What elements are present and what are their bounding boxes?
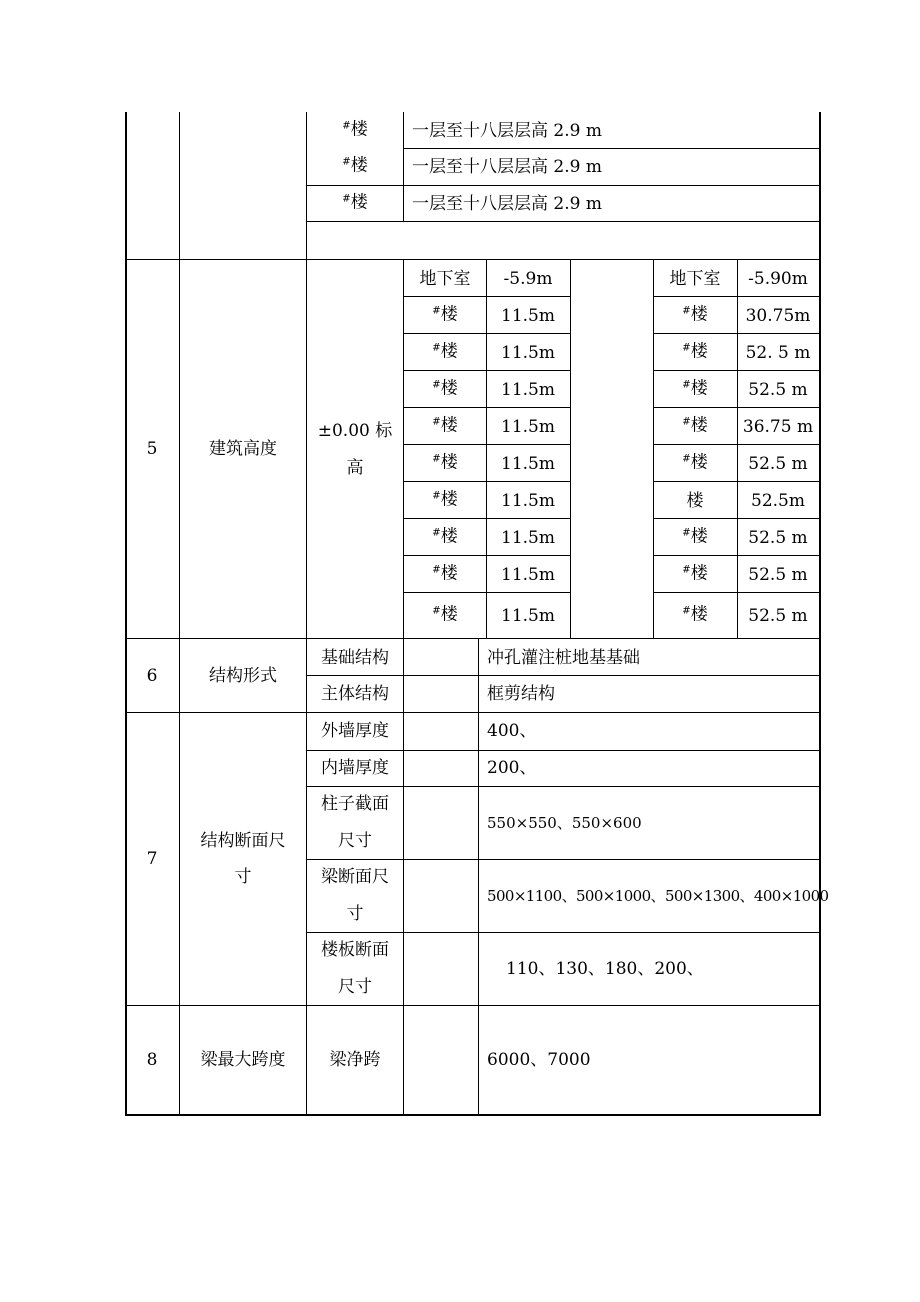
sup-mark: # xyxy=(432,342,441,353)
col-line xyxy=(486,259,487,638)
col-line xyxy=(403,259,404,638)
sub-item-label: 基础结构 xyxy=(321,648,389,668)
row-line xyxy=(306,675,820,676)
row-line xyxy=(306,185,820,186)
sup-mark: # xyxy=(682,342,691,353)
sub-item-value: 6000、7000 xyxy=(487,1050,591,1070)
sup-mark: # xyxy=(432,379,441,390)
sup-mark: # xyxy=(432,453,441,464)
sup-mark: # xyxy=(342,156,351,168)
height-value: 52.5m xyxy=(751,490,805,511)
building-label: #楼 xyxy=(342,155,368,176)
building-label: #楼 xyxy=(432,563,458,583)
height-value: 52.5 m xyxy=(748,379,808,400)
floor-height-text: 一层至十八层层高 2.9 m xyxy=(412,194,602,214)
row-line xyxy=(403,296,571,297)
height-value: 52.5 m xyxy=(748,606,808,626)
height-value: 11.5m xyxy=(501,527,555,548)
row-number: 6 xyxy=(146,666,158,686)
height-value: -5.9m xyxy=(503,268,553,289)
sup-mark: # xyxy=(682,416,691,427)
sup-mark: # xyxy=(682,605,691,617)
sub-item-label-line2: 尺寸 xyxy=(338,831,372,851)
row-number: 5 xyxy=(146,439,158,459)
floor-height-text: 一层至十八层层高 2.9 m xyxy=(412,157,602,177)
row-line xyxy=(306,859,820,860)
sub-item-value: 500×1100、500×1000、500×1300、400×1000 xyxy=(487,887,829,905)
sup-mark: # xyxy=(432,605,441,617)
row-line xyxy=(125,638,821,639)
building-label: 地下室 xyxy=(419,268,471,289)
height-value: 11.5m xyxy=(501,416,555,437)
row-line xyxy=(306,750,820,751)
height-value: 36.75 m xyxy=(742,416,814,437)
row-line xyxy=(653,370,820,371)
row-line xyxy=(403,370,571,371)
sup-mark: # xyxy=(682,305,691,316)
sub-item-label: 主体结构 xyxy=(321,684,389,704)
sub-item-label-line1: 楼板断面 xyxy=(321,940,389,960)
sup-mark: # xyxy=(682,379,691,390)
row-line xyxy=(403,592,571,593)
sup-mark: # xyxy=(682,564,691,575)
row-number: 7 xyxy=(146,849,158,869)
item-name-line1: 结构断面尺 xyxy=(200,831,286,851)
sup-mark: # xyxy=(682,527,691,538)
item-name: 建筑高度 xyxy=(209,439,277,459)
building-label: #楼 xyxy=(432,489,458,509)
building-label: #楼 xyxy=(432,341,458,361)
row-line xyxy=(306,786,820,787)
col-line xyxy=(306,112,307,1115)
height-value: -5.90m xyxy=(748,268,808,289)
row-line xyxy=(403,148,820,149)
row-line xyxy=(403,444,571,445)
height-value: 52. 5 m xyxy=(745,342,811,363)
col-line xyxy=(403,112,404,222)
height-value: 11.5m xyxy=(501,379,555,400)
sup-mark: # xyxy=(432,416,441,427)
row-line xyxy=(653,555,820,556)
col-line xyxy=(478,638,479,1115)
row-line xyxy=(653,444,820,445)
height-value: 11.5m xyxy=(501,342,555,363)
sup-mark: # xyxy=(342,193,351,205)
elevation-label-line2: 高 xyxy=(346,458,364,478)
item-name: 梁最大跨度 xyxy=(200,1050,286,1070)
col-line xyxy=(179,112,180,1115)
sub-item-label: 梁净跨 xyxy=(329,1050,381,1070)
row-line xyxy=(403,481,571,482)
row-line xyxy=(653,333,820,334)
sub-item-label-line2: 寸 xyxy=(346,904,364,924)
sup-mark: # xyxy=(432,305,441,316)
sub-item-label: 外墙厚度 xyxy=(321,721,389,741)
height-value: 52.5 m xyxy=(748,564,808,585)
row-line xyxy=(653,296,820,297)
height-value: 11.5m xyxy=(501,606,555,626)
building-label: #楼 xyxy=(682,604,708,625)
sub-item-value: 冲孔灌注桩地基基础 xyxy=(487,648,640,668)
sup-mark: # xyxy=(682,453,691,464)
row-line xyxy=(125,1005,821,1006)
building-label: #楼 xyxy=(432,415,458,435)
item-name: 结构形式 xyxy=(209,666,277,686)
building-label: #楼 xyxy=(432,304,458,324)
table-left-border xyxy=(125,112,127,1115)
col-line xyxy=(403,638,404,1115)
table-right-border xyxy=(819,112,821,1115)
building-label: #楼 xyxy=(342,192,368,213)
building-label: #楼 xyxy=(432,526,458,546)
building-label: #楼 xyxy=(682,526,708,546)
height-value: 11.5m xyxy=(501,305,555,326)
building-label: #楼 xyxy=(682,341,708,361)
floor-height-text: 一层至十八层层高 2.9 m xyxy=(412,121,602,141)
col-line xyxy=(570,259,571,638)
building-label: #楼 xyxy=(342,119,368,140)
row-line xyxy=(306,932,820,933)
building-label: 地下室 xyxy=(669,268,721,289)
col-line xyxy=(653,259,654,638)
row-line xyxy=(403,407,571,408)
sub-item-value: 110、130、180、200、 xyxy=(506,959,704,979)
sub-item-value: 200、 xyxy=(487,758,537,778)
building-label: #楼 xyxy=(682,452,708,472)
sub-item-label: 内墙厚度 xyxy=(321,758,389,778)
building-label: #楼 xyxy=(682,304,708,324)
height-value: 11.5m xyxy=(501,564,555,585)
item-name-line2: 寸 xyxy=(234,867,252,887)
building-label: #楼 xyxy=(682,378,708,398)
row-line xyxy=(306,221,820,222)
building-label: 楼 xyxy=(686,490,704,511)
height-value: 30.75m xyxy=(745,305,811,326)
height-value: 11.5m xyxy=(501,490,555,511)
sup-mark: # xyxy=(432,564,441,575)
row-line xyxy=(653,592,820,593)
height-value: 52.5 m xyxy=(748,453,808,474)
elevation-label-line1: ±0.00 标 xyxy=(317,421,393,441)
building-label: #楼 xyxy=(682,563,708,583)
sub-item-label-line1: 柱子截面 xyxy=(321,794,389,814)
sup-mark: # xyxy=(432,527,441,538)
sub-item-label-line1: 梁断面尺 xyxy=(321,867,389,887)
row-line xyxy=(125,712,821,713)
table-bottom-border xyxy=(125,1114,821,1116)
row-number: 8 xyxy=(146,1050,158,1070)
sup-mark: # xyxy=(432,490,441,501)
row-line xyxy=(403,555,571,556)
row-line xyxy=(653,518,820,519)
building-label: #楼 xyxy=(432,452,458,472)
sub-item-value: 400、 xyxy=(487,721,537,741)
height-value: 52.5 m xyxy=(748,527,808,548)
row-line xyxy=(403,518,571,519)
sup-mark: # xyxy=(342,120,351,132)
sub-item-label-line2: 尺寸 xyxy=(338,977,372,997)
row-line xyxy=(125,259,821,260)
building-label: #楼 xyxy=(432,378,458,398)
row-line xyxy=(403,333,571,334)
row-line xyxy=(653,407,820,408)
building-label: #楼 xyxy=(432,604,458,625)
sub-item-value: 框剪结构 xyxy=(487,684,555,704)
col-line xyxy=(737,259,738,638)
building-label: #楼 xyxy=(682,415,708,435)
row-line xyxy=(653,481,820,482)
sub-item-value: 550×550、550×600 xyxy=(487,814,642,832)
height-value: 11.5m xyxy=(501,453,555,474)
